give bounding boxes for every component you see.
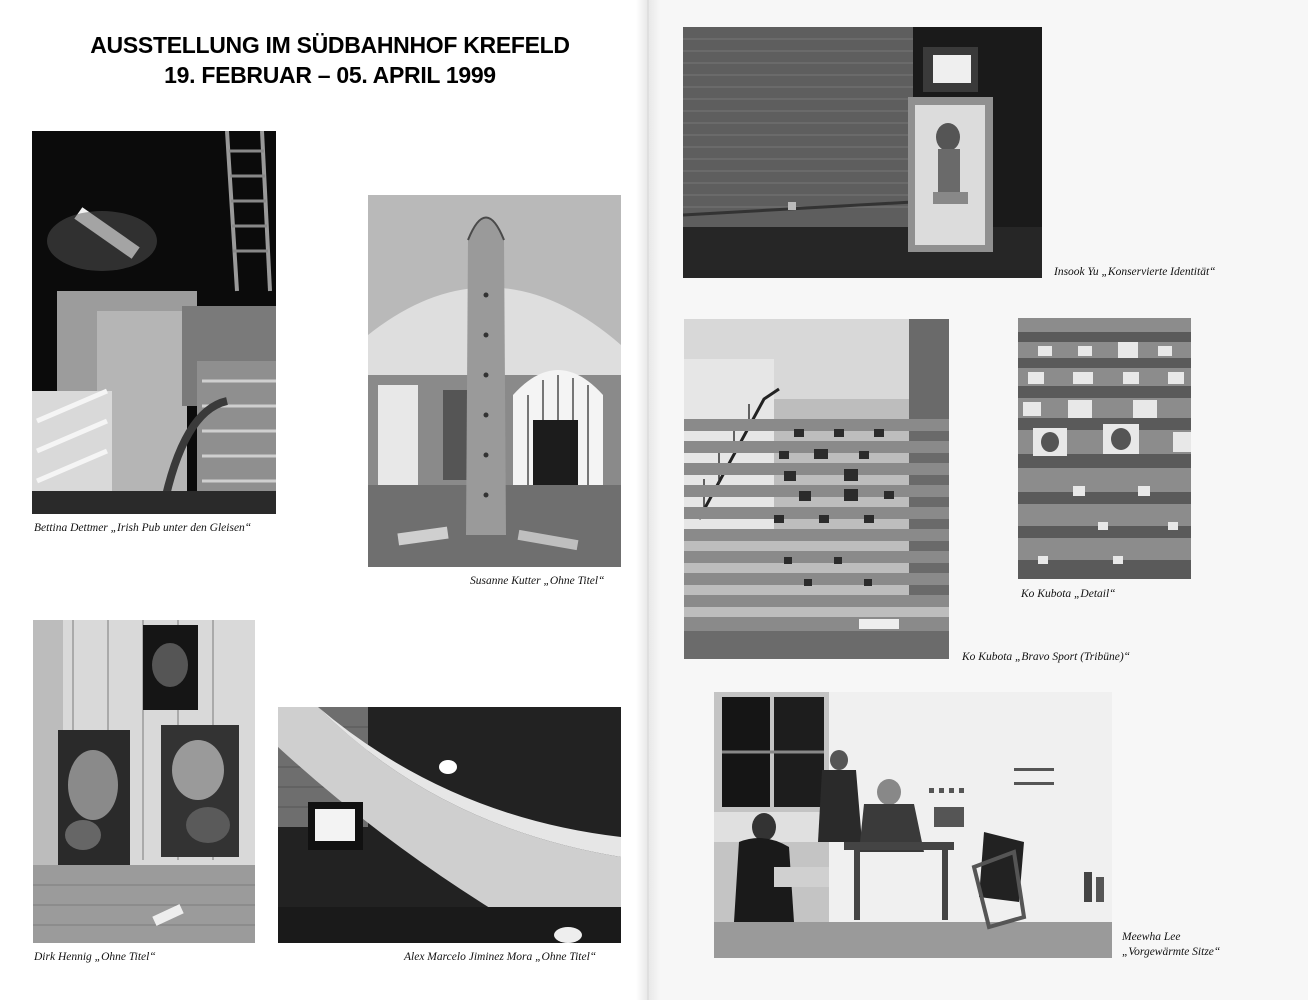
photo-kutter <box>368 195 621 567</box>
photo-yu <box>683 27 1042 278</box>
page-gutter <box>636 0 660 1000</box>
photo-mora <box>278 707 621 943</box>
photo-kubota-detail <box>1018 318 1191 579</box>
exhibition-title: AUSSTELLUNG IM SÜDBAHNHOF KREFELD <box>90 32 570 58</box>
caption-kubota-tribuene: Ko Kubota „Bravo Sport (Tribüne)“ <box>962 651 1131 663</box>
exhibition-dates: 19. FEBRUAR – 05. APRIL 1999 <box>164 62 496 88</box>
caption-kutter: Susanne Kutter „Ohne Titel“ <box>470 575 605 587</box>
photo-dettmer <box>32 131 276 514</box>
photo-kubota-tribuene <box>684 319 949 659</box>
caption-lee-title: „Vorgewärmte Sitze“ <box>1122 946 1221 958</box>
caption-mora: Alex Marcelo Jiminez Mora „Ohne Titel“ <box>404 951 597 963</box>
photo-lee <box>714 692 1112 958</box>
caption-hennig: Dirk Hennig „Ohne Titel“ <box>34 951 156 963</box>
caption-kubota-detail: Ko Kubota „Detail“ <box>1021 588 1116 600</box>
caption-yu: Insook Yu „Konservierte Identität“ <box>1054 266 1216 278</box>
caption-lee-artist: Meewha Lee <box>1122 931 1181 943</box>
photo-hennig <box>33 620 255 943</box>
caption-dettmer: Bettina Dettmer „Irish Pub unter den Gleisen“ <box>34 522 252 534</box>
